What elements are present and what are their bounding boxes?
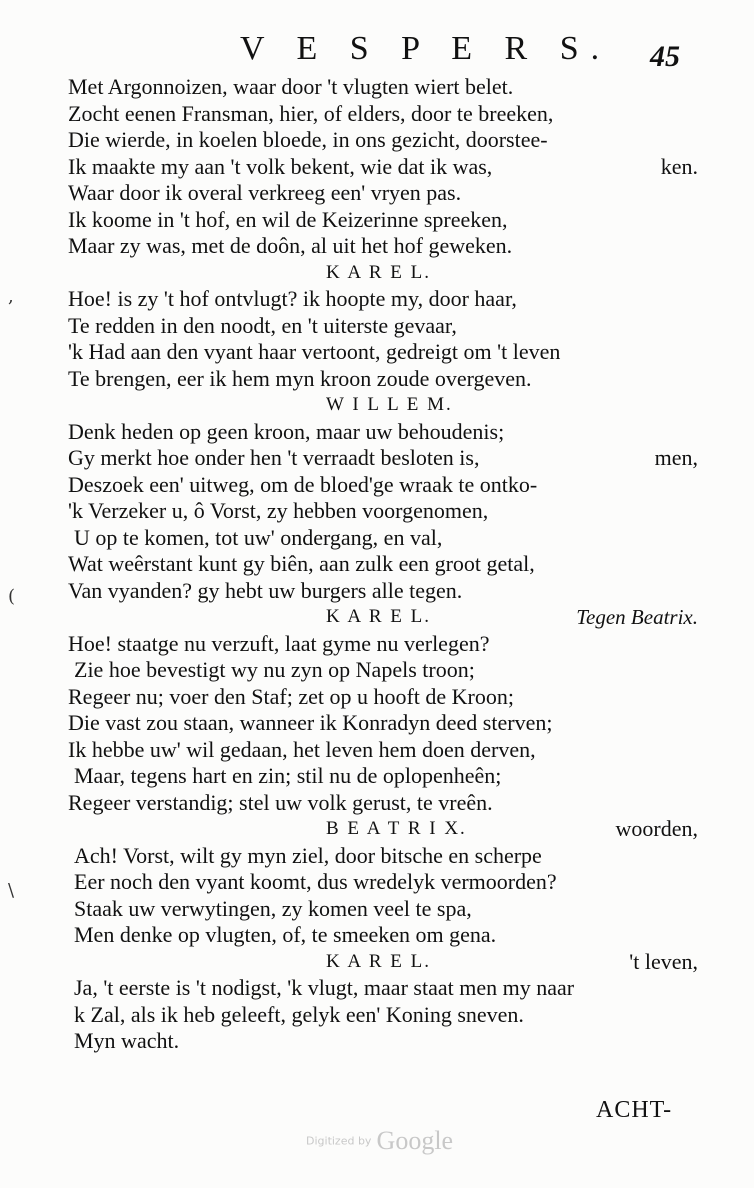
verse-line: Hoe! staatge nu verzuft, laat gyme nu verlegen? [68, 630, 490, 656]
verse-line: Myn wacht. [74, 1028, 180, 1053]
verse-line: Men denke op vlugten, of, te smeeken om gena. [74, 922, 497, 947]
speaker-name: W I L L E M. [326, 394, 453, 415]
verse-line: Eer noch den vyant koomt, dus wredelyk vermoorden? [74, 869, 557, 894]
margin-mark: ( [8, 586, 16, 607]
margin-mark: , [8, 286, 14, 307]
verse-line: Wat weêrstant kunt gy biên, aan zulk een groot getal, [68, 551, 535, 576]
margin-mark: \ [8, 880, 15, 901]
page-number: 45 [650, 40, 680, 73]
speaker-heading [68, 949, 698, 976]
google-logo: Google [376, 1126, 454, 1155]
run-over-word: 't leven, [629, 948, 698, 974]
speaker-name: K A R E L. [326, 950, 431, 972]
verse-line: Hoe! is zy 't hof ontvlugt? ik hoopte my, door haar, [68, 286, 517, 311]
verse-line: Ik hebbe uw' wil gedaan, het leven hem doen derven, [68, 736, 536, 762]
stage-direction: Tegen Beatrix. [576, 605, 698, 629]
verse-line: Gy merkt hoe onder hen 't verraadt besloten is, men, [68, 445, 698, 470]
verse-line: Zie hoe bevestigt wy nu zyn op Napels troon; [74, 657, 475, 682]
verse-line: Zocht eenen Fransman, hier, of elders, door te breeken, [68, 100, 554, 126]
run-over-word: men, [654, 445, 698, 470]
verse-line: Met Argonnoizen, waar door 't vlugten wiert belet. [68, 74, 514, 99]
speaker-name: B E A T R I X. [326, 818, 467, 839]
verse-line: Te redden in den noodt, en 't uiterste gevaar, [68, 312, 457, 338]
verse-line: Deszoek een' uitweg, om de bloed'ge wraak te ontko- [68, 471, 538, 497]
speaker-heading [68, 392, 698, 419]
verse-line: Die vast zou staan, wanneer ik Konradyn deed sterven; [68, 710, 553, 735]
verse-line: Ik maakte my aan 't volk bekent, wie dat ik was, ken. [68, 153, 698, 179]
speaker-heading [68, 604, 698, 631]
speaker-heading [68, 816, 698, 843]
page-header [0, 30, 754, 76]
verse-line: Te brengen, eer ik hem myn kroon zoude overgeven. [68, 365, 532, 391]
verse-text [68, 74, 698, 1055]
verse-line: Denk heden op geen kroon, maar uw behoudenis; [68, 418, 505, 444]
digitized-label: Digitized by [306, 1134, 372, 1148]
verse-line: Maar zy was, met de doôn, al uit het hof geweken. [68, 233, 513, 258]
verse-line: 'k Verzeker u, ô Vorst, zy hebben voorgenomen, [68, 498, 489, 523]
run-over-word: woorden, [615, 816, 698, 841]
speaker-name: K A R E L. [326, 606, 431, 627]
verse-line: Ach! Vorst, wilt gy myn ziel, door bitsche en scherpe [74, 842, 542, 868]
verse-line: Ja, 't eerste is 't nodigst, 'k vlugt, maar staat men my naar [74, 975, 575, 1000]
verse-line: Regeer verstandig; stel uw volk gerust, te vreên. [68, 789, 493, 815]
verse-line: Ik koome in 't hof, en wil de Keizerinne spreeken, [68, 206, 508, 232]
digitized-watermark [306, 1126, 453, 1156]
verse-line: 'k Had aan den vyant haar vertoont, gedreigt om 't leven [68, 339, 561, 364]
verse-line: U op te komen, tot uw' ondergang, en val, [74, 524, 443, 550]
speaker-heading [68, 260, 698, 287]
run-over-word: ken. [660, 153, 698, 179]
speaker-name: K A R E L. [326, 261, 431, 283]
verse-line: Die wierde, in koelen bloede, in ons gezicht, doorstee- [68, 127, 548, 152]
verse-line: Waar door ik overal verkreeg een' vryen pas. [68, 180, 462, 205]
verse-line: Staak uw verwytingen, zy komen veel te spa, [74, 895, 472, 921]
catchword: ACHT- [596, 1097, 673, 1123]
verse-line: Van vyanden? gy hebt uw burgers alle tegen. [68, 577, 463, 603]
verse-line: k Zal, als ik heb geleeft, gelyk een' Koning sneven. [74, 1001, 524, 1027]
verse-line: Regeer nu; voer den Staf; zet op u hooft de Kroon; [68, 683, 514, 709]
running-title: V E S P E R S. [240, 30, 612, 67]
verse-line: Maar, tegens hart en zin; stil nu de oplopenheên; [74, 763, 502, 788]
